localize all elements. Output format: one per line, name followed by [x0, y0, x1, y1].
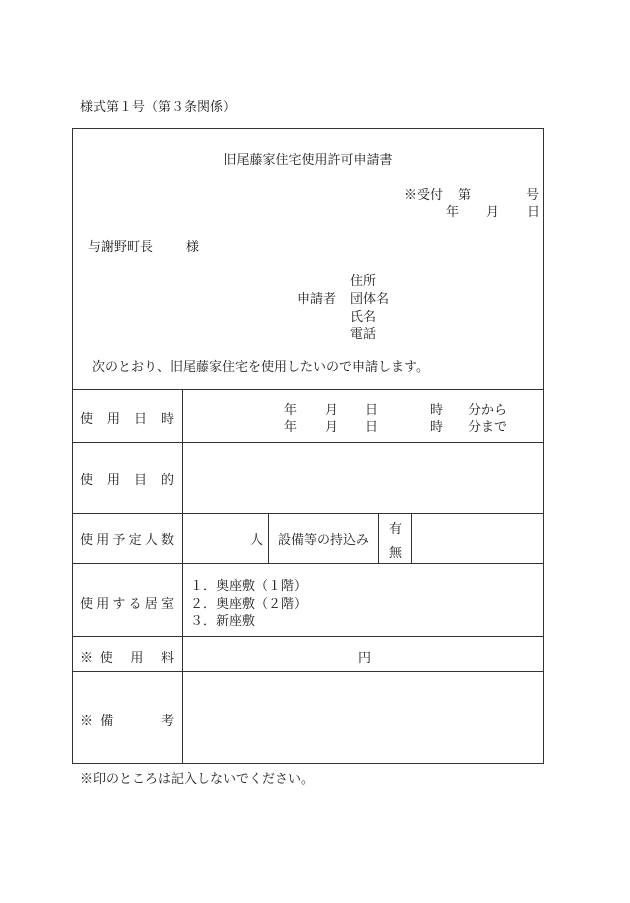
people-cell-divider: [268, 513, 269, 563]
end-day: 日: [365, 420, 379, 435]
equipment-no[interactable]: 無: [389, 546, 403, 561]
row-divider: [72, 671, 544, 672]
applicant-field-group: 団体名: [350, 292, 390, 307]
applicant-field-address: 住所: [350, 274, 377, 289]
usage-datetime-label: 使 用 日 時: [80, 412, 174, 427]
equipment-check-divider: [411, 513, 412, 563]
room-option[interactable]: ３．新座敷: [190, 614, 256, 629]
addressee-honorific: 様: [186, 240, 200, 255]
row-divider: [72, 636, 544, 637]
row-divider: [72, 513, 544, 514]
reception-prefix: ※受付: [404, 188, 444, 203]
footnote: ※印のところは記入しないでください。: [80, 772, 315, 787]
people-label: 使用予定人数: [80, 533, 174, 548]
equipment-label: 設備等の持込み: [278, 533, 370, 548]
rooms-label: 使用する居室: [80, 597, 174, 612]
start-minute-from: 分から: [468, 403, 508, 418]
fee-unit: 円: [358, 651, 372, 666]
start-day: 日: [365, 403, 379, 418]
applicant-label: 申請者: [297, 292, 337, 307]
addressee-name: 与謝野町長: [88, 240, 154, 255]
end-hour: 時: [430, 420, 444, 435]
remarks-label: ※備 考: [80, 714, 174, 729]
people-unit: 人: [250, 533, 264, 548]
reception-year: 年: [446, 205, 460, 220]
form-title: 旧尾藤家住宅使用許可申請書: [223, 153, 393, 168]
start-hour: 時: [430, 403, 444, 418]
reception-month: 月: [486, 205, 500, 220]
start-month: 月: [325, 403, 339, 418]
room-option[interactable]: １．奥座敷（１階）: [190, 579, 308, 594]
equipment-cell-divider: [378, 513, 379, 563]
reception-day: 日: [527, 205, 541, 220]
end-year: 年: [284, 420, 298, 435]
end-minute-until: 分まで: [468, 420, 508, 435]
reception-dai: 第: [458, 188, 472, 203]
application-statement: 次のとおり、旧尾藤家住宅を使用したいので申請します。: [92, 360, 429, 375]
row-divider: [72, 442, 544, 443]
application-form: [72, 128, 544, 764]
fee-label: ※使 用 料: [80, 651, 174, 666]
row-divider: [72, 563, 544, 564]
reception-go: 号: [526, 188, 540, 203]
label-column-divider: [182, 389, 183, 764]
room-option[interactable]: ２．奥座敷（２階）: [190, 597, 308, 612]
applicant-field-phone: 電話: [350, 327, 377, 342]
equipment-yes[interactable]: 有: [389, 522, 403, 537]
start-year: 年: [284, 403, 298, 418]
applicant-field-name: 氏名: [350, 310, 377, 325]
row-divider: [72, 389, 544, 390]
purpose-label: 使 用 目 的: [80, 473, 174, 488]
end-month: 月: [325, 420, 339, 435]
form-number: 様式第１号（第３条関係）: [80, 100, 237, 115]
